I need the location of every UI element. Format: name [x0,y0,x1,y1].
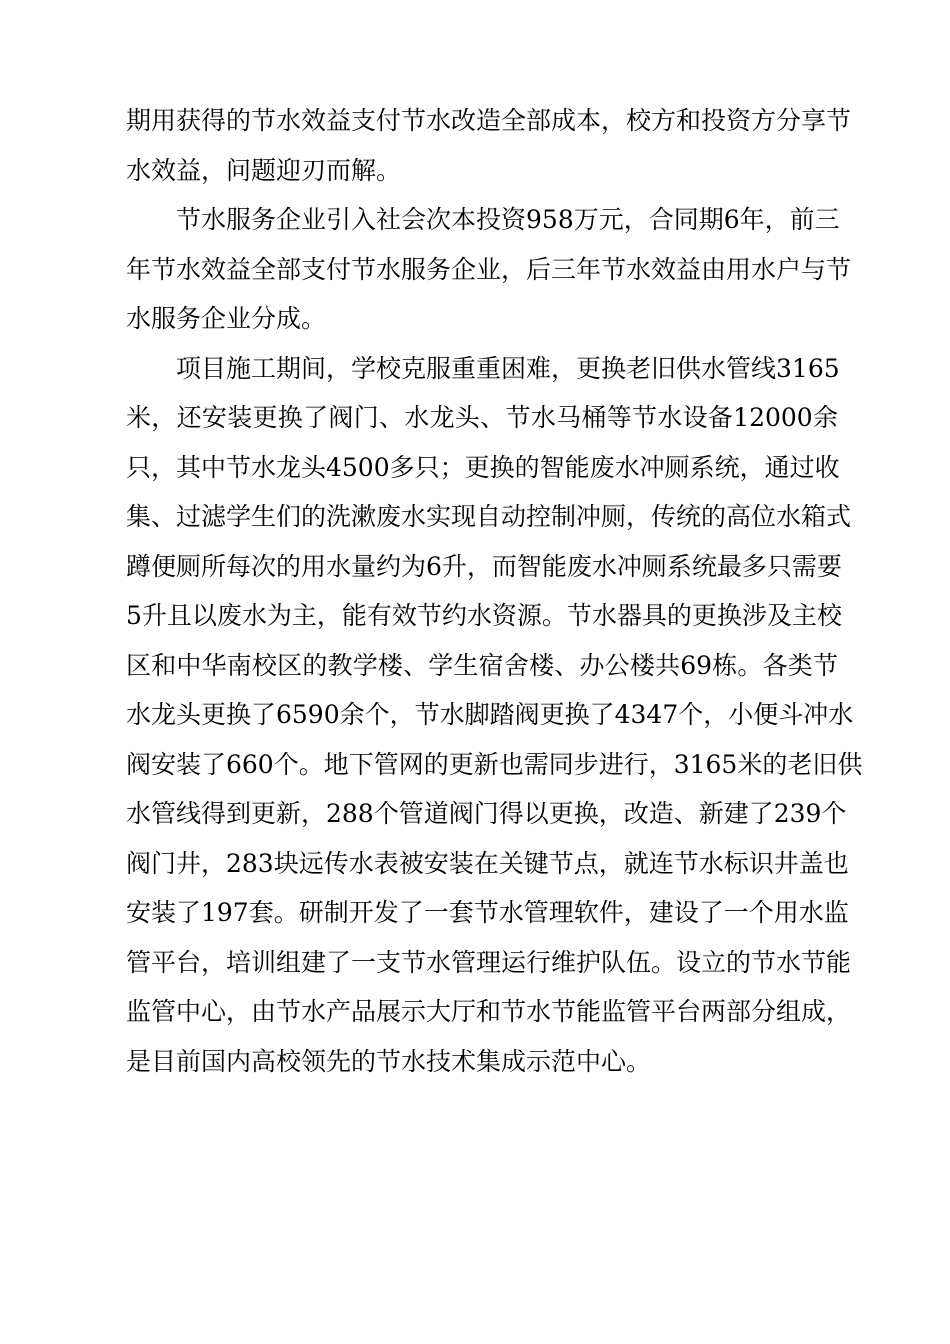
text-line: 期用获得的节水效益支付节水改造全部成本，校方和投资方分享节 [126,106,852,135]
text-line: 区和中华南校区的教学楼、学生宿舍楼、办公楼共69栋。各类节 [126,650,838,680]
text-line: 安装了197套。研制开发了一套节水管理软件，建设了一个用水监 [126,898,849,927]
paragraph-2 [126,195,852,344]
text-line: 水管线得到更新，288个管道阀门得以更换，改造、新建了239个 [126,799,847,828]
text-line: 水服务企业分成。 [126,304,327,333]
text-line: 水效益，问题迎刃而解。 [126,155,402,185]
text-line: 管平台，培训组建了一支节水管理运行维护队伍。设立的节水节能 [126,947,852,977]
text-line: 5升且以废水为主，能有效节约水资源。节水器具的更换涉及主校 [126,601,842,630]
text-line: 阀安装了660个。地下管网的更新也需同步进行，3165米的老旧供 [126,749,863,779]
text-line: 蹲便厕所每次的用水量约为6升，而智能废水冲厕系统最多只需要 [126,551,842,581]
text-line: 只，其中节水龙头4500多只；更换的智能废水冲厕系统，通过收 [126,452,840,482]
paragraph-3 [126,344,863,1087]
text-line: 监管中心，由节水产品展示大厅和节水节能监管平台两部分组成， [126,997,852,1026]
text-line: 米，还安装更换了阀门、水龙头、节水马桶等节水设备12000余 [126,403,838,432]
text-line: 年节水效益全部支付节水服务企业，后三年节水效益由用水户与节 [126,254,852,284]
document-body [126,96,863,1086]
text-line: 集、过滤学生们的洗漱废水实现自动控制冲厕，传统的高位水箱式 [126,502,852,531]
text-line: 阀门井，283块远传水表被安装在关键节点，就连节水标识井盖也 [126,848,849,878]
text-line: 节水服务企业引入社会次本投资958万元，合同期6年，前三 [176,205,840,234]
text-line: 是目前国内高校领先的节水技术集成示范中心。 [126,1046,652,1076]
paragraph-1 [126,96,852,195]
text-line: 项目施工期间，学校克服重重困难，更换老旧供水管线3165 [176,353,840,383]
text-line: 水龙头更换了6590余个，节水脚踏阀更换了4347个，小便斗冲水 [126,700,854,729]
